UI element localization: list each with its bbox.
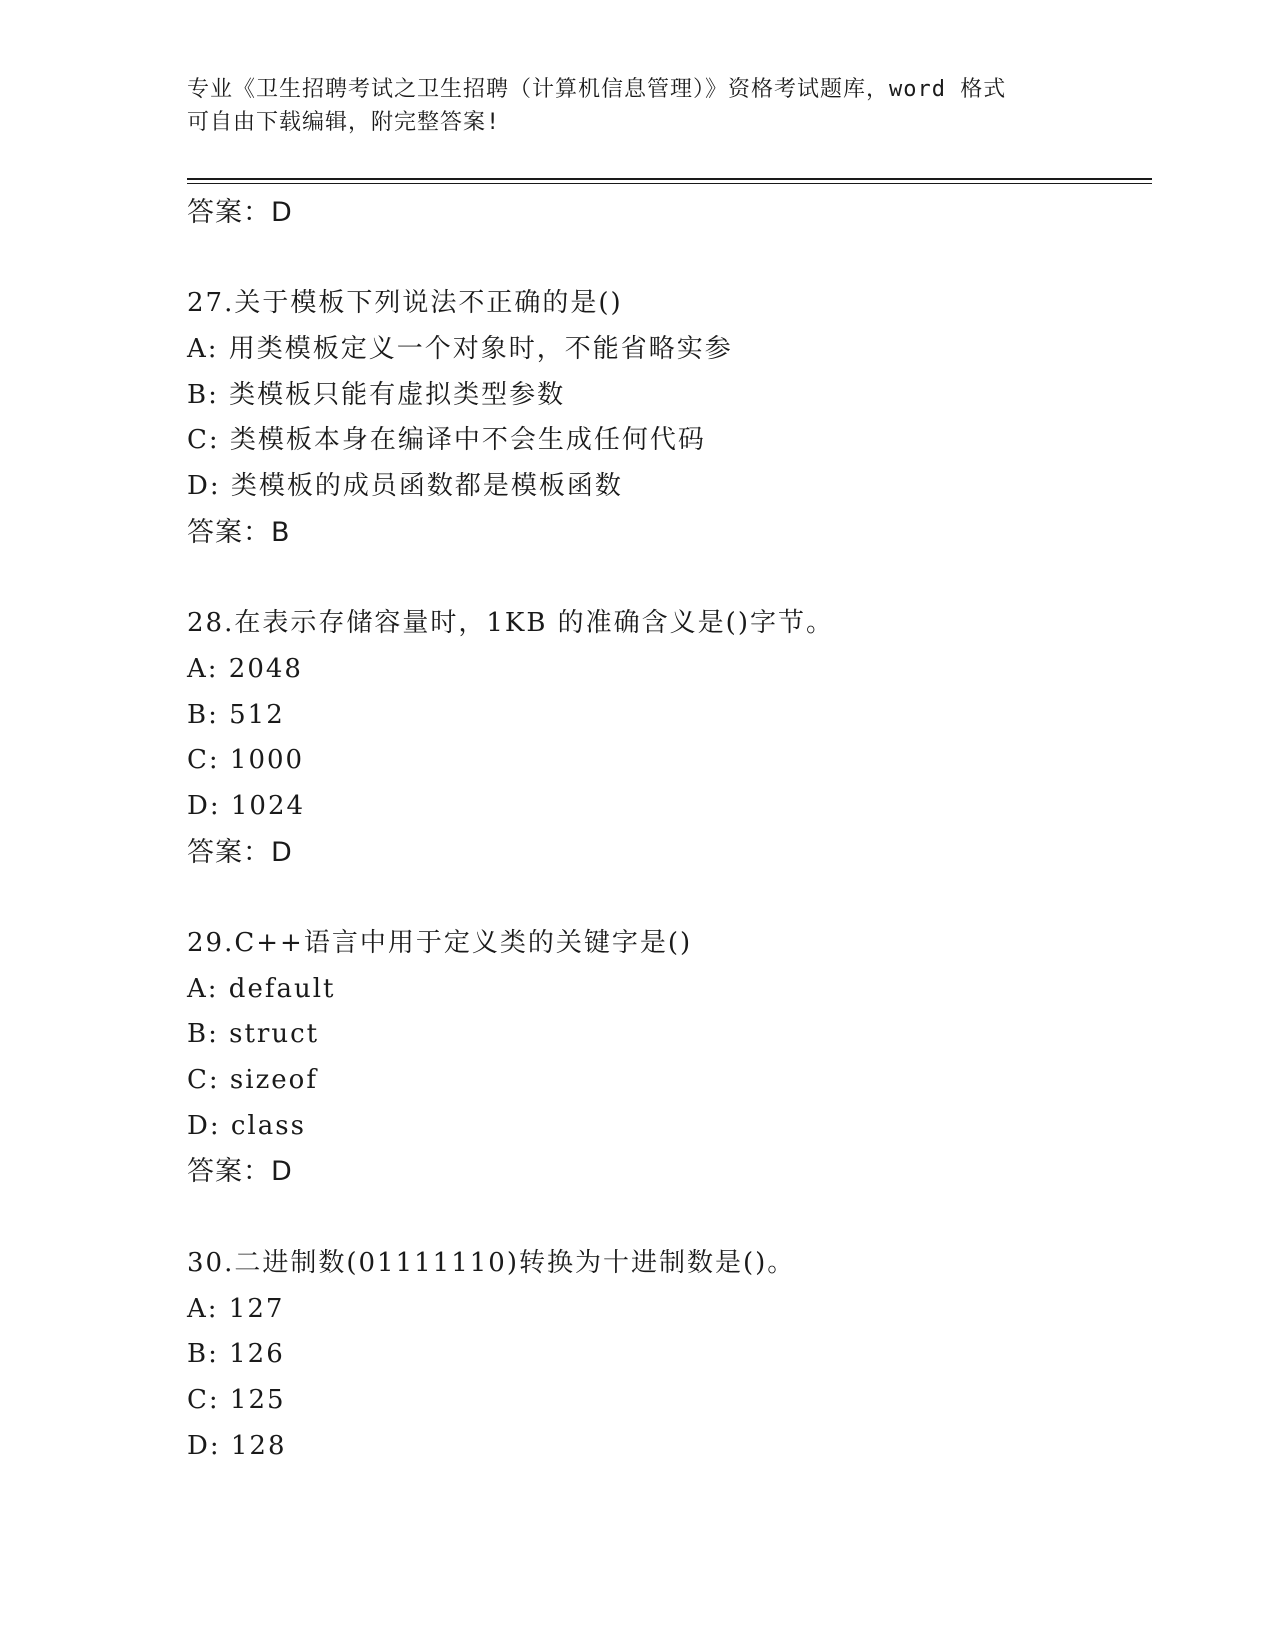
question-29 [187, 921, 1152, 1195]
option-a: A: 2048 [187, 653, 303, 684]
answer: 答案：B [187, 516, 291, 548]
question-stem: 29.C++语言中用于定义类的关键字是() [187, 928, 693, 958]
question-30 [187, 1241, 1152, 1469]
spacer [187, 875, 1152, 921]
option-b: B: struct [187, 1019, 320, 1050]
question-list [187, 190, 1152, 1469]
option-b: B: 512 [187, 699, 285, 730]
option-c: C: 类模板本身在编译中不会生成任何代码 [187, 425, 706, 456]
option-d: D: class [187, 1110, 306, 1141]
option-b: B: 126 [187, 1339, 285, 1370]
spacer [187, 236, 1152, 282]
header-line-2: 可自由下载编辑，附完整答案! [187, 110, 501, 135]
header-divider-thick [187, 178, 1152, 180]
option-c: C: sizeof [187, 1065, 318, 1096]
option-a: A: default [187, 973, 336, 1004]
question-28 [187, 601, 1152, 875]
previous-answer: 答案：D [187, 197, 293, 228]
question-stem: 27.关于模板下列说法不正确的是() [187, 288, 623, 319]
document-header [187, 73, 1087, 139]
option-b: B: 类模板只能有虚拟类型参数 [187, 379, 566, 410]
header-line-1: 专业《卫生招聘考试之卫生招聘（计算机信息管理）》资格考试题库，word 格式 [187, 77, 1007, 102]
answer: 答案：D [187, 836, 293, 868]
spacer [187, 1195, 1152, 1241]
question-stem: 30.二进制数(01111110)转换为十进制数是()。 [187, 1247, 796, 1278]
answer: 答案：D [187, 1156, 293, 1188]
option-c: C: 1000 [187, 745, 305, 776]
option-a: A: 用类模板定义一个对象时，不能省略实参 [187, 334, 733, 365]
option-c: C: 125 [187, 1384, 286, 1415]
option-d: D: 1024 [187, 790, 306, 821]
option-d: D: 类模板的成员函数都是模板函数 [187, 471, 623, 502]
question-27 [187, 281, 1152, 555]
spacer [187, 556, 1152, 602]
header-divider-thin [187, 183, 1152, 184]
question-stem: 28.在表示存储容量时，1KB 的准确含义是()字节。 [187, 608, 834, 639]
option-a: A: 127 [187, 1293, 285, 1324]
option-d: D: 128 [187, 1430, 287, 1461]
